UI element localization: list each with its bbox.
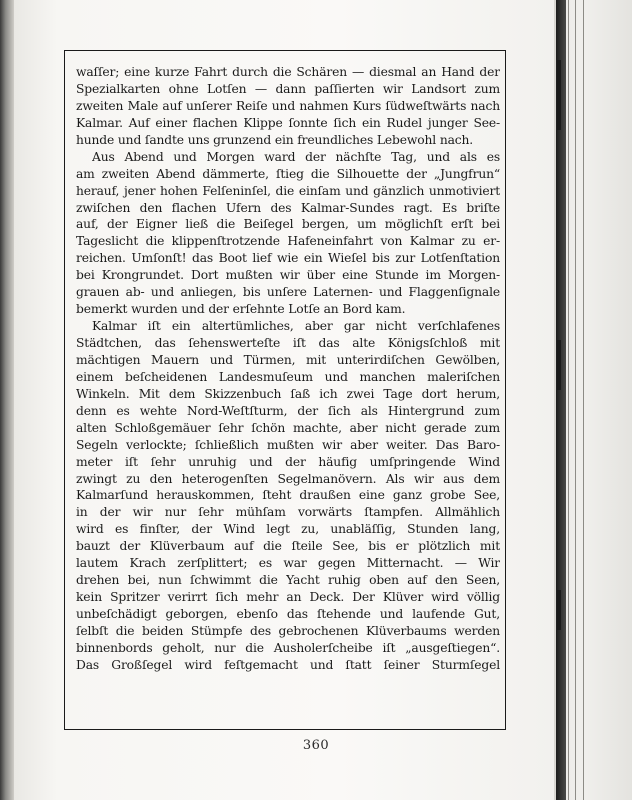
text-line: mächtigen Mauern und Türmen, mit unterirdiſchen Gewölben,	[76, 352, 500, 367]
page-edge-marker	[557, 60, 561, 130]
text-line: unbeſchädigt geborgen, ebenſo das ſtehende und laufende Gut,	[76, 607, 500, 621]
text-line: einem beſcheidenen Landesmuſeum und manchen maleriſchen	[76, 369, 500, 384]
text-line: zwiſchen den flachen Ufern des Kalmar-Sundes ragt. Es briſte	[76, 200, 500, 215]
text-line: Kalmarſund herauskommen, ſteht draußen eine ganz grobe See,	[76, 488, 500, 503]
text-line: drehen bei, nun ſchwimmt die Yacht ruhig oben auf den Seen,	[76, 573, 500, 588]
text-line: Städtchen, das ſehenswerteſte iſt das alte Königsſchloß mit	[76, 336, 500, 350]
text-line: am zweiten Abend dämmerte, ſtieg die Silhouette der „Jungfrun“	[76, 166, 500, 181]
page-edge-line	[568, 0, 569, 800]
book-gutter-shadow	[0, 0, 14, 800]
text-line: bemerkt wurden und der erſehnte Lotſe an Bord kam.	[76, 302, 406, 317]
text-line: zweiten Male auf unſerer Reiſe und nahmen Kurs ſüdweſtwärts nach	[76, 98, 500, 113]
page-edge-line	[575, 0, 576, 800]
text-line: zwingt zu den heterogenſten Segelmanövern. Als wir aus dem	[76, 471, 500, 486]
text-line: reichen. Umſonſt! das Boot lief wie ein Wieſel bis zur Lotſenſtation	[76, 251, 500, 266]
text-line: Spezialkarten ohne Lotſen — dann paſſierten wir Landsort zum	[76, 81, 500, 96]
text-line: Kalmar. Auf einer flachen Klippe ſonnte ſich ein Rudel junger See-	[76, 115, 500, 130]
text-line: binnenbords geholt, nur die Ausholerſcheibe iſt „ausgeſtiegen“.	[76, 640, 500, 655]
text-line: in der wir nur ſehr mühſam vorwärts ſtampfen. Allmählich	[76, 505, 500, 520]
text-line: lautem Krach zerſplittert; es war gegen Mitternacht. — Wir	[76, 556, 500, 571]
text-line: auf, der Eigner ließ die Beiſegel bergen, um möglichſt erſt bei	[76, 217, 500, 232]
text-line: bauzt der Klüverbaum auf die ſteile See, bis er plötzlich mit	[76, 539, 500, 554]
text-line: denn es wehte Nord-Weſtſturm, der ſich als Hintergrund zum	[76, 403, 500, 418]
page-number: 360	[302, 738, 330, 753]
text-line: ſelbſt die beiden Stümpfe des gebrochenen Klüverbaums werden	[76, 623, 500, 638]
text-line: Das Großſegel wird feſtgemacht und ſtatt ſeiner Sturmſegel	[76, 657, 500, 672]
text-line: bei Krongrundet. Dort mußten wir über eine Stunde im Morgen-	[76, 268, 500, 283]
text-line: Tageslicht die klippenſtrotzende Hafeneinfahrt von Kalmar zu er-	[76, 234, 500, 249]
text-line: wird es finſter, der Wind legt zu, unabläſſig, Stunden lang,	[76, 522, 500, 537]
text-line: Kalmar iſt ein altertümliches, aber gar nicht verſchlafenes	[92, 319, 500, 334]
page-edge-marker	[557, 590, 561, 630]
text-line: herauf, jener hohen Felſeninſel, die einſam und gänzlich unmotiviert	[76, 183, 500, 198]
page-edge-line	[583, 0, 584, 800]
text-line: meter iſt ſehr unruhig und der häufig umſpringende Wind	[76, 454, 500, 469]
text-line: Segeln verlockte; ſchließlich mußten wir aber weiter. Das Baro-	[76, 437, 500, 452]
text-line: waſſer; eine kurze Fahrt durch die Schären — diesmal an Hand der	[76, 65, 500, 79]
text-line: alten Schloßgemäuer ſehr ſchön machte, aber nicht gerade zum	[76, 420, 500, 435]
text-line: hunde und ſandte uns grunzend ein freundliches Lebewohl nach.	[76, 132, 474, 147]
page-edge-marker	[557, 340, 561, 390]
body-text	[76, 64, 500, 674]
text-line: grauen ab- und anliegen, bis unſere Laternen- und Flaggenſignale	[76, 285, 500, 300]
text-line: Winkeln. Mit dem Skizzenbuch ſaß ich zwei Tage dort herum,	[76, 386, 500, 401]
text-line: Aus Abend und Morgen ward der nächſte Tag, und als es	[92, 149, 500, 164]
text-line: kein Spritzer verirrt ſich mehr an Deck. Der Klüver wird völlig	[76, 590, 500, 605]
